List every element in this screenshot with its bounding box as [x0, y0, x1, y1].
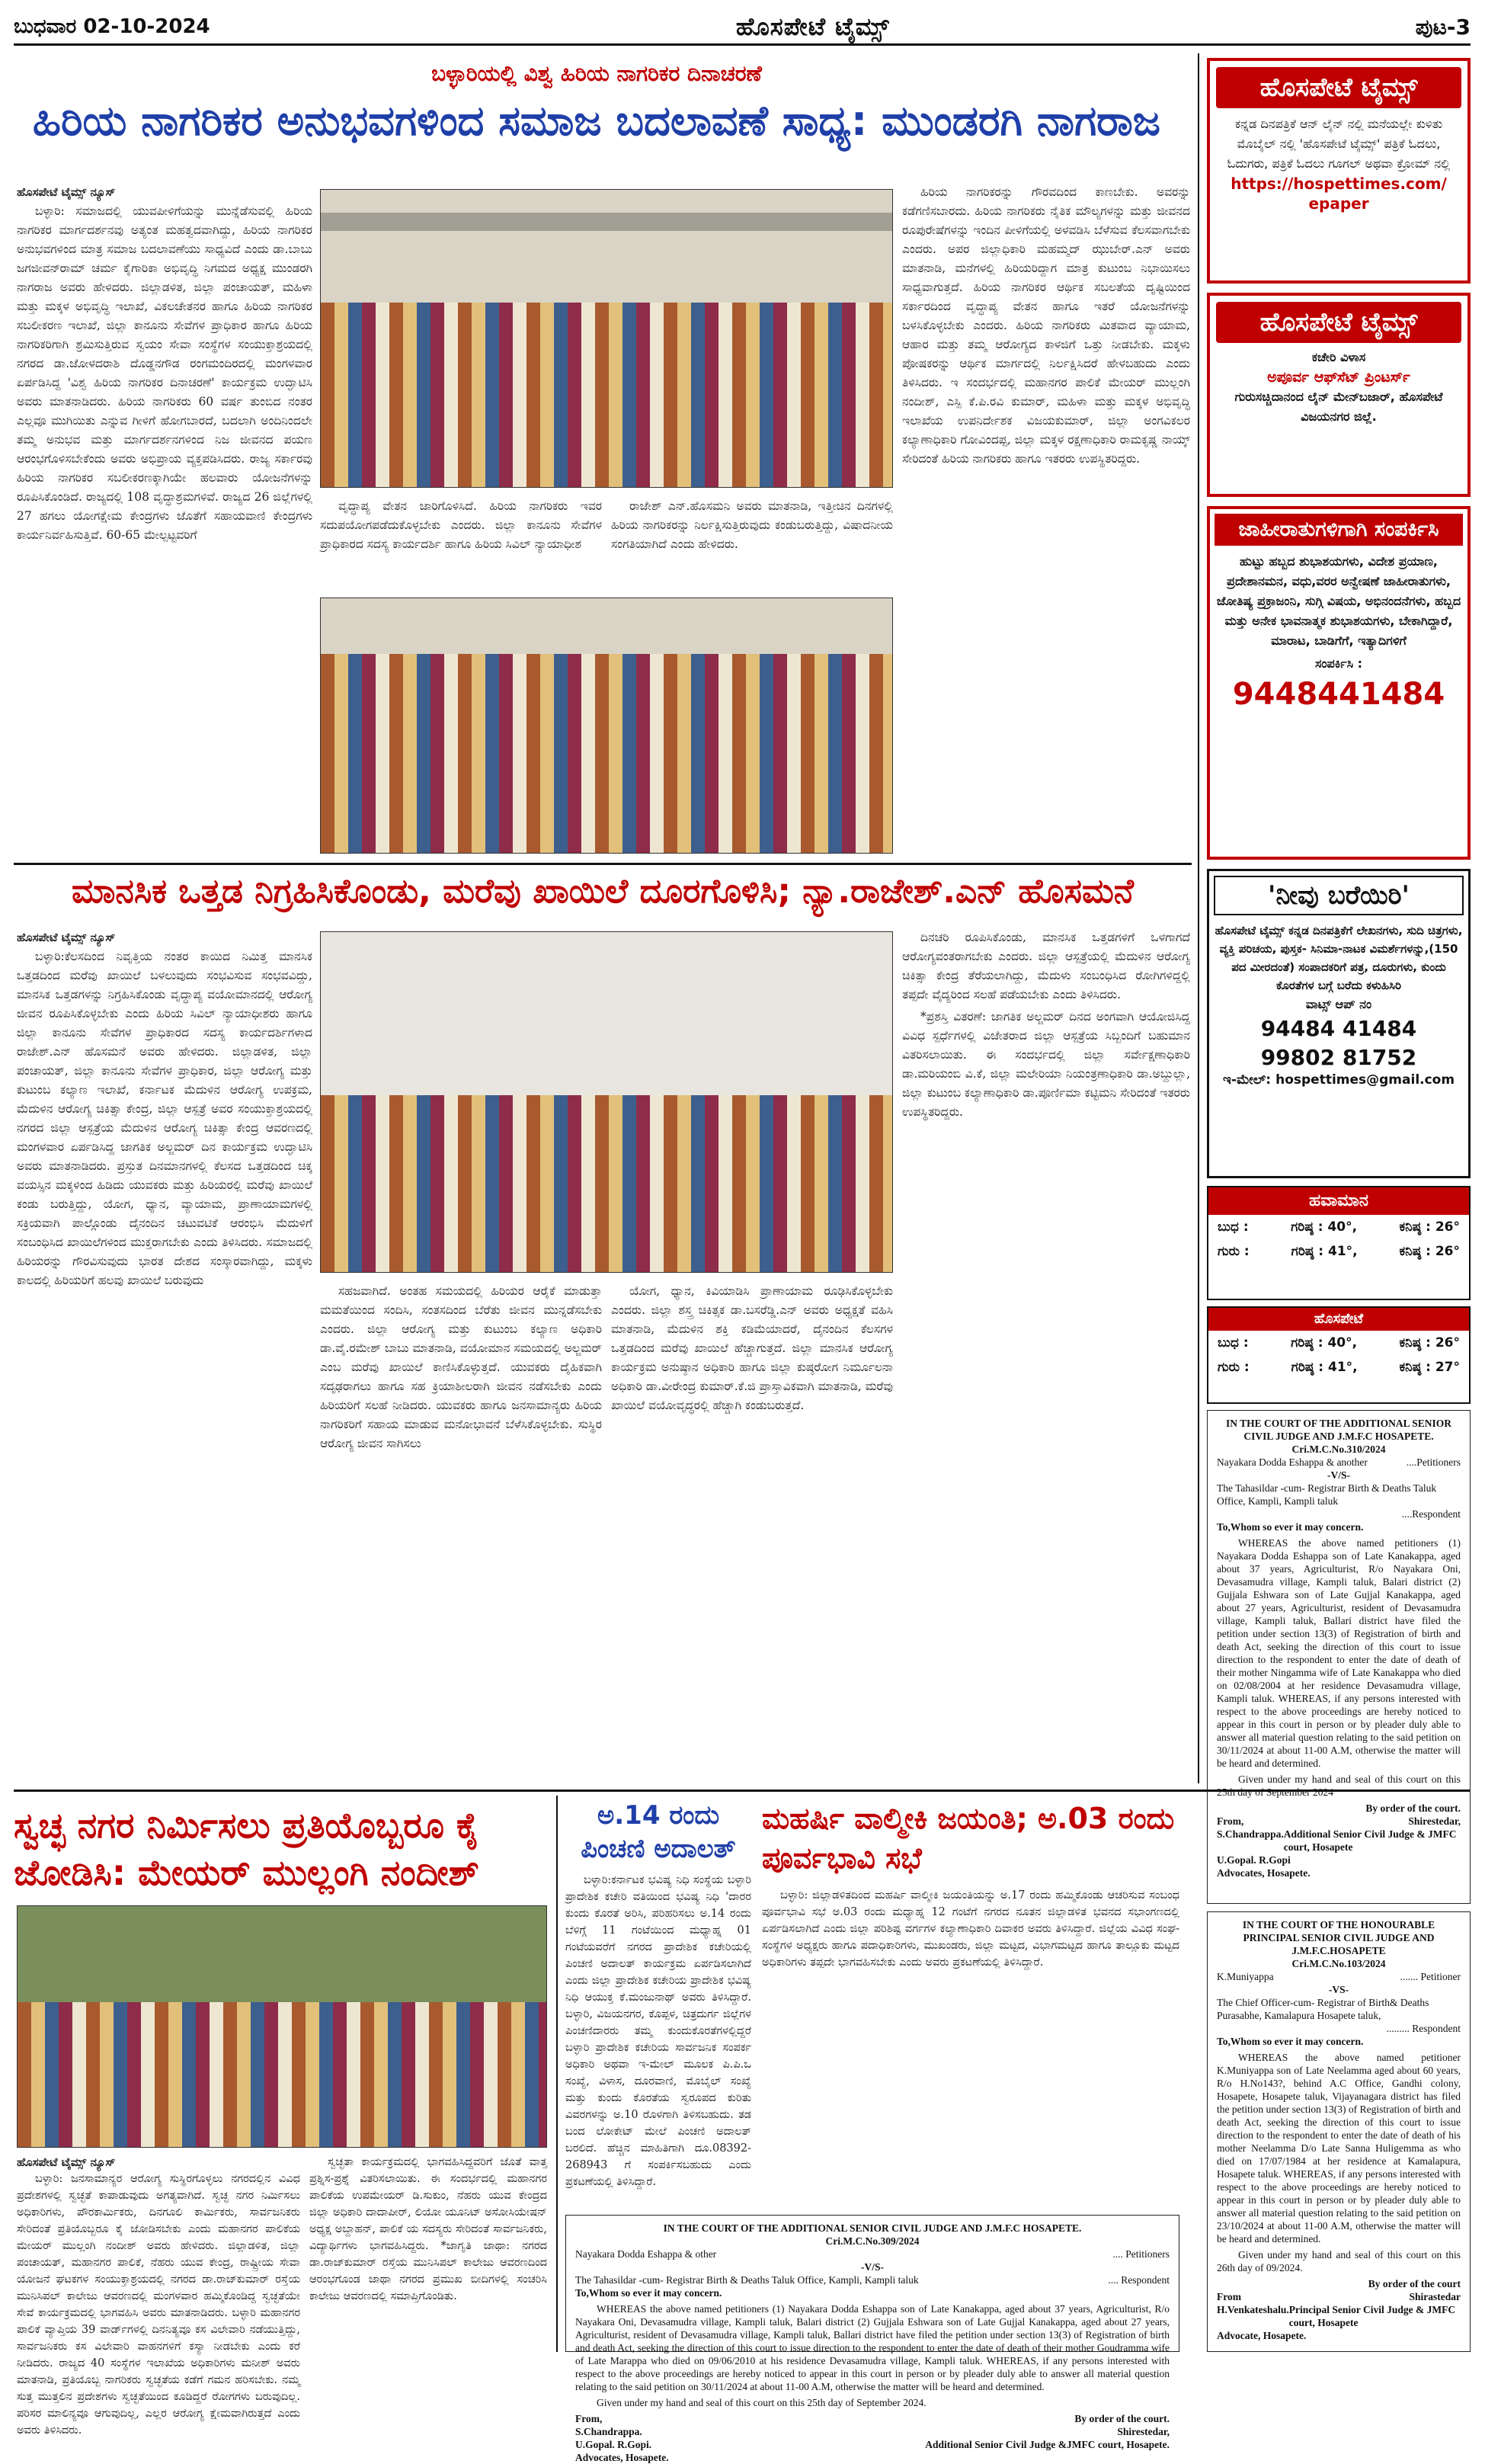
- legal3-case: Cri.M.C.No.103/2024: [1291, 1958, 1386, 1969]
- legal1-adv1: S.Chandrappa.: [1217, 1828, 1284, 1840]
- weather-day: ಬುಧ :: [1218, 1335, 1249, 1351]
- sidebar-email[interactable]: hospettimes@gmail.com: [1275, 1072, 1455, 1088]
- weather-day: ಗುರು :: [1218, 1360, 1250, 1375]
- legal2-adv2: U.Gopal. R.Gopi.: [575, 2439, 652, 2450]
- legal2-petitioner: Nayakara Dodda Eshappa & other: [575, 2248, 717, 2260]
- sidebar-box2-line4: ವಿಜಯನಗರ ಜಿಲ್ಲೆ.: [1301, 409, 1377, 424]
- story1-headline: ಹಿರಿಯ ನಾಗರಿಕರ ಅನುಭವಗಳಿಂದ ಸಮಾಜ ಬದಲಾವಣೆ ಸಾಧ್ಯ: ಮುಂಡರಗಿ ನಾಗರಾಜ: [32, 97, 1161, 145]
- legal2-given: Given under my hand and seal of this court on this 25th day of September 2024.: [597, 2397, 927, 2408]
- story3-col2: [309, 2154, 547, 2352]
- story2-col1: [17, 928, 312, 1782]
- story1-col1-text: ಬಳ್ಳಾರಿ: ಸಮಾಜದಲ್ಲಿ ಯುವಪೀಳಿಗೆಯನ್ನು ಮುನ್ನೆಡೆಸುವಲ್ಲಿ ಹಿರಿಯ ನಾಗರಿಕರ ಮಾರ್ಗದರ್ಶನವು ಅತ್ಯಂತ ಮಹತ್ವದವಾಗಿದ್ದು, ಹಿರಿಯ ನಾಗರಿಕರ ಅನುಭವಗಳಿಂದ ಮಾತ್ರ ಸಮಾಜ ಬದಲಾವಣೆಯು ಸಾಧ್ಯವಿದೆ ಎಂದು ಡಾ.ಬಾಬು ಜಗಜೀವನ್‍ರಾಮ್ ಚರ್ಮ ಕೈಗಾರಿಕಾ ಅಭಿವೃದ್ಧಿ ನಿಗಮದ ಅಧ್ಯಕ್ಷ ಮುಂಡರಗಿ ನಾಗರಾಜ ಅವರು ಹೇಳಿದರು. ಜಿಲ್ಲಾಡಳಿತ, ಜಿಲ್ಲಾ ಪಂಚಾಯತ್, ಮಹಿಳಾ ಮತ್ತು ಮಕ್ಕಳ ಅಭಿವೃದ್ಧಿ ಇಲಾಖೆ, ವಿಕಲಚೇತನರ ಹಾಗೂ ಹಿರಿಯ ನಾಗರಿಕರ ಸಬಲೀಕರಣ ಇಲಾಖೆ, ಜಿಲ್ಲಾ ಕಾನೂನು ಸೇವೆಗಳ ಪ್ರಾಧಿಕಾರ ಹಾಗೂ ಹಿರಿಯ ನಾಗರಿಕರಿಗಾಗಿ ಶ್ರಮಿಸುತ್ತಿರುವ ಸ್ವಯಂ ಸೇವಾ ಸಂಸ್ಥೆಗಳ ಸಂಯುಕ್ತಾಶ್ರಯದಲ್ಲಿ ನಗರದ ಡಾ.ಜೋಳದರಾಶಿ ದೊಡ್ಡನಗೌಡ ರಂಗಮಂದಿರದಲ್ಲಿ ಮಂಗಳವಾರ ಏರ್ಪಡಿಸಿದ್ದ 'ವಿಶ್ವ ಹಿರಿಯ ನಾಗರಿಕರ ದಿನಾಚರಣೆ' ಕಾರ್ಯಕ್ರಮ ಉದ್ಘಾಟಿಸಿ ಅವರು ಮಾತನಾಡಿದರು. ಹಿರಿಯ ನಾಗರಿಕರು 60 ವರ್ಷ ತುಂಬಿದ ನಂತರ ಎಲ್ಲವೂ ಮುಗಿಯಿತು ಎನ್ನುವ ಗೀಳಿಗೆ ಹೋಗಬಾರದೆ, ಬದಲಾಗಿ ಅಂದಿನಿಂದಲೇ ತಮ್ಮ ಅನುಭವ ಮತ್ತು ಮಾರ್ಗದರ್ಶನಗಳಿಂದ ನಿಜ ಜೀವನದ ಪಯಣ ಆರಂಭಗೊಳಿಸಬೇಕೆಂದು ಅವರು ಅಭಿಪ್ರಾಯ ವ್ಯಕ್ತಪಡಿಸಿದರು. ರಾಜ್ಯ ಸರ್ಕಾರವು ಹಿರಿಯ ನಾಗರಿಕರ ಸಬಲೀಕರಣಕ್ಕಾಗಿಯೇ ಹಲವಾರು ಯೋಜನೆಗಳನ್ನು ರೂಪಿಸಿಕೊಂಡಿದೆ. ರಾಜ್ಯದಲ್ಲಿ 108 ವೃದ್ಧಾಶ್ರಮಗಳಿವೆ. ರಾಜ್ಯದ 26 ಜಿಲ್ಲೆಗಳಲ್ಲಿ 27 ಹಗಲು ಯೋಗಕ್ಷೇಮ ಕೇಂದ್ರಗಳು ಜೊತೆಗೆ ಸಹಾಯವಾಣಿ ಕೇಂದ್ರಗಳು ಕಾರ್ಯನಿರ್ವಹಿಸುತ್ತಿವೆ. 60-65 ಮೇಲ್ಪಟ್ಟವರಿಗೆ: [17, 204, 312, 542]
- legal1-sig2: Additional Senior Civil Judge & JMFC court, Hosapete: [1283, 1828, 1457, 1853]
- issue-date: ಬುಧವಾರ 02-10-2024: [14, 15, 210, 38]
- story1-photo-audience: [320, 598, 893, 854]
- story3-col1: [17, 2154, 300, 2437]
- story2-col4-text: ದಿನಚರಿ ರೂಪಿಸಿಕೊಂಡು, ಮಾನಸಿಕ ಒತ್ತಡಗಳಿಗೆ ಒಳಗಾಗದೆ ಆರೋಗ್ಯವಂತರಾಗಬೇಕು ಎಂದರು. ಜಿಲ್ಲಾ ಆಸ್ಪತ್ರೆಯಲ್ಲಿ ಮೆದುಳಿನ ಆರೋಗ್ಯ ಚಿಕಿತ್ಸಾ ಕೇಂದ್ರ ತೆರೆಯಲಾಗಿದ್ದು, ಮೆದುಳು ಸಂಬಂಧಿಸಿದ ರೋಗಿಗಳಿದ್ದಲ್ಲಿ ತಪ್ಪದೇ ವೈದ್ಯರಿಂದ ಸಲಹೆ ಪಡೆಯಬೇಕು ಎಂದು ತಿಳಿಸಿದರು.: [902, 931, 1190, 1001]
- weather-row: [1208, 1331, 1469, 1355]
- paper-name: ಹೊಸಪೇಟೆ ಟೈಮ್ಸ್: [735, 12, 890, 41]
- sidebar-write-box: [1207, 869, 1471, 1178]
- story1-col4-text: ಹಿರಿಯ ನಾಗರಿಕರನ್ನು ಗೌರವದಿಂದ ಕಾಣಬೇಕು. ಅವರನ್ನು ಕಡೆಗಣಿಸಬಾರದು. ಹಿರಿಯ ನಾಗರಿಕರು ನೈತಿಕ ಮೌಲ್ಯಗಳನ್ನು ಮತ್ತು ಜೀವನದ ರೂಪುರೇಷೆಗಳನ್ನು ಇಂದಿನ ಪೀಳಿಗೆಯಲ್ಲಿ ಅಳವಡಿಸಿ ಬೆಳೆಸುವ ಕೆಲಸವಾಗಬೇಕು ಎಂದರು. ಅಪರ ಜಿಲ್ಲಾಧಿಕಾರಿ ಮಹಮ್ಮದ್ ಝುಬೇರ್.ಎನ್ ಅವರು ಮಾತನಾಡಿ, ಮನೆಗಳಲ್ಲಿ ಹಿರಿಯರಿದ್ದಾಗ ಮಾತ್ರ ಕುಟುಂಬ ನಿಭಾಯಿಸಲು ಸಾಧ್ಯವಾಗುತ್ತದೆ. ಹಿರಿಯ ನಾಗರಿಕರ ಆರ್ಥಿಕ ಸಬಲತೆಯ ದೃಷ್ಟಿಯಿಂದ ಸರ್ಕಾರದಿಂದ ವೃದ್ಧಾಪ್ಯ ವೇತನ ಹಾಗೂ ಇತರೆ ಯೋಜನೆಗಳನ್ನು ಬಳಸಿಕೊಳ್ಳಬೇಕು ಎಂದರು. ಹಿರಿಯ ನಾಗರಿಕರು ಮಿತವಾದ ವ್ಯಾಯಾಮ, ಆಹಾರ ಮತ್ತು ತಮ್ಮ ಆರೋಗ್ಯದ ಕಾಳಜಿಗೆ ಒತ್ತು ನೀಡಬೇಕು. ಮಕ್ಕಳು ಪೋಷಕರನ್ನು ಆರ್ಥಿಕ ಮಾರ್ಗದಲ್ಲಿ ನಿರ್ಲಕ್ಷಿಸಿದರೆ ಹೇಳಬಹುದು ಎಂದು ತಿಳಿಸಿದರು. ಇ ಸಂದರ್ಭದಲ್ಲಿ ಮಹಾನಗರ ಪಾಲಿಕೆ ಮೇಯರ್ ಮುಲ್ಲಂಗಿ ನಂದೀಶ್, ಎಸ್ಪಿ ಕೆ.ಪಿ.ರವಿ ಕುಮಾರ್, ಮಹಿಳಾ ಮತ್ತು ಮಕ್ಕಳ ಅಭಿವೃದ್ಧಿ ಇಲಾಖೆಯ ಉಪನಿರ್ದೇಶಕ ವಿಜಯಕುಮಾರ್, ಜಿಲ್ಲಾ ಅಂಗವಿಕಲರ ಕಲ್ಯಾಣಾಧಿಕಾರಿ ಗೋವಿಂದಪ್ಪ, ಜಿಲ್ಲಾ ಮಕ್ಕಳ ರಕ್ಷಣಾಧಿಕಾರಿ ರಾಮಕೃಷ್ಣ ನಾಯ್ಕ್ ಸೇರಿದಂತೆ ಹಿರಿಯ ನಾಗರಿಕರು ಹಾಗೂ ಇತರರು ಉಪಸ್ಥಿತರಿದ್ದರು.: [902, 185, 1190, 466]
- legal2-sig2: Additional Senior Civil Judge &JMFC court, Hosapete.: [925, 2439, 1170, 2450]
- sidebar-ads-box: [1207, 506, 1471, 860]
- legal1-body: WHEREAS the above named petitioners (1) Nayakara Dodda Eshappa son of Late Kanakappa, aged about 37 years, Agriculturist, R/o Nayakara Oni, Devasamudra village, Kampli taluk, Balari district (2) Gujjala Eshwara son of Late Gujjal Kanakappa, aged about 27 years, Agriculturist, resident of Devasamudra village, Kampli taluk, Ballari district have filed the petition under section 13(3) of Registration of birth and death Act, seeking the direction of this court to issue direction to the respondent to enter the date of death of their mother Ningamma wife of Late Kanakappa who died on 02/08/2004 at her residence Devasamudra village, Kampli taluk. WHEREAS, if any persons interested with respect to the above proceedings are hereby noticed to appear in this court in person or by pleader duly able to answer all material question relating to the said petition on 30/11/2024 at about 11-00 A.M, otherwise the matter will be heard and determined.: [1217, 1537, 1461, 1769]
- weather-row: [1208, 1239, 1469, 1264]
- story2-col3: [611, 1282, 893, 1782]
- legal3-court: IN THE COURT OF THE HONOURABLE PRINCIPAL SENIOR CIVIL JUDGE AND J.M.F.C.HOSAPETE: [1242, 1919, 1435, 1956]
- legal1-resp-label: ....Respondent: [1401, 1508, 1461, 1520]
- legal1-respondent: The Tahasildar -cum- Registrar Birth & Deaths Taluk Office, Kampli, Kampli taluk: [1217, 1482, 1437, 1507]
- sidebar-whatsapp-label: ವಾಟ್ಸ್ ಆಪ್ ನಂ: [1305, 997, 1372, 1011]
- story2-headline: ಮಾನಸಿಕ ಒತ್ತಡ ನಿಗ್ರಹಿಸಿಕೊಂಡು, ಮರೆವು ಖಾಯಿಲೆ ದೂರಗೊಳಿಸಿ; ನ್ಯಾ.ರಾಜೇಶ್.ಎನ್ ಹೊಸಮನೆ: [71, 872, 1135, 911]
- story1-col2: [320, 497, 602, 588]
- story2-col2: [320, 1282, 602, 1782]
- legal1-vs: -V/S-: [1327, 1469, 1350, 1481]
- legal3-adv2: Advocate, Hosapete.: [1217, 2330, 1307, 2341]
- sidebar-epaper-box: [1207, 58, 1471, 284]
- weather-title: ಹವಾಮಾನ: [1208, 1187, 1469, 1215]
- legal2-vs: -V/S-: [861, 2261, 884, 2273]
- weather-row: [1208, 1215, 1469, 1239]
- legal3-to: To,Whom so ever it may concern.: [1217, 2036, 1364, 2047]
- legal1-adv2: U.Gopal. R.Gopi: [1217, 1854, 1291, 1866]
- story3-col1-text: ಬಳ್ಳಾರಿ: ಜನಸಾಮಾನ್ಯರ ಆರೋಗ್ಯ ಸುಸ್ಥಿರಗೊಳ್ಳಲು ನಗರದಲ್ಲಿನ ವಿವಿಧ ಪ್ರದೇಶಗಳಲ್ಲಿ ಸ್ವಚ್ಛತೆ ಕಾಪಾಡುವುದು ಅಗತ್ಯವಾಗಿದೆ. ಸ್ವಚ್ಛ ನಗರ ನಿರ್ಮಿಸಲು ಅಧಿಕಾರಿಗಳು, ಪೌರಕಾರ್ಮಿಕರು, ದಿನಗೂಲಿ ಕಾರ್ಮಿಕರು, ಸಾರ್ವಜನಿಕರು ಸೇರಿದಂತೆ ಪ್ರತಿಯೊಬ್ಬರೂ ಕೈ ಜೋಡಿಸಬೇಕು ಎಂದು ಮಹಾನಗರ ಪಾಲಿಕೆಯ ಮೇಯರ್ ಮುಲ್ಲಂಗಿ ನಂದೀಶ್ ಅವರು ಹೇಳಿದರು. ಜಿಲ್ಲಾಡಳಿತ, ಜಿಲ್ಲಾ ಪಂಚಾಯತ್, ಮಹಾನಗರ ಪಾಲಿಕೆ, ನೆಹರು ಯುವ ಕೇಂದ್ರ, ರಾಷ್ಟ್ರೀಯ ಸೇವಾ ಯೋಜನೆ ಘಟಕಗಳ ಸಂಯುಕ್ತಾಶ್ರಯದಲ್ಲಿ ನಗರದ ಡಾ.ರಾಜ್‍ಕುಮಾರ್ ರಸ್ತೆಯ ಮುನಿಸಿಪಲ್ ಕಾಲೇಜು ಆವರಣದಲ್ಲಿ ಮಂಗಳವಾರ ಹಮ್ಮಿಕೊಂಡಿದ್ದ ಸ್ವಚ್ಛತೆಯೇ ಸೇವೆ ಕಾರ್ಯಕ್ರಮದಲ್ಲಿ ಭಾಗವಹಿಸಿ ಅವರು ಮಾತನಾಡಿದರು. ಬಳ್ಳಾರಿ ಮಹಾನಗರ ಪಾಲಿಕೆ ವ್ಯಾಪ್ತಿಯ 39 ವಾರ್ಡ್‍ಗಳಲ್ಲಿ ದಿನನಿತ್ಯವೂ ಕಸ ವಿಲೇವಾರಿ ನಡೆಯುತ್ತಿದ್ದು, ಸಾರ್ವಜನಿಕರು ಕಸ ವಿಲೇವಾರಿ ವಾಹನಗಳಿಗೆ ಕಸ್ಯಾ ನೀಡಬೇಕು ಎಂದು ಕರೆ ನೀಡಿದರು. ರಾಜ್ಯದ 40 ಸಂಸ್ಥೆಗಳ ಇಲಾಖೆಯ ಅಧಿಕಾರಿಗಳು ಮನೀಶ್ ಅವರು ಮಾತನಾಡಿ, ಪ್ರತಿಯೊಬ್ಬ ನಾಗರಿಕರು ಸ್ವಚ್ಛತೆಯ ಕಡೆಗೆ ಗಮನ ಹರಿಸಬೇಕು. ನಮ್ಮ ಸುತ್ತ ಮುತ್ತಲಿನ ಪ್ರದೇಶಗಳು ಸ್ವಚ್ಛತೆಯಿಂದ ಕೂಡಿದ್ದರೆ ರೋಗಗಳು ಬರುವುದಿಲ್ಲ. ಪರಿಸರ ಮಾಲಿನ್ಯವೂ ಆಗುವುದಿಲ್ಲ, ಎಲ್ಲರ ಆರೋಗ್ಯ ಕ್ಷೇಮವಾಗಿರುತ್ತದೆ ಎಂದು ಅವರು ತಿಳಿಸಿದರು.: [17, 2173, 300, 2437]
- legal3-from: From: [1217, 2291, 1241, 2302]
- legal3-order: By order of the court: [1368, 2278, 1461, 2289]
- story4-headline: ಅ.14 ರಂದು ಪಿಂಚಣಿ ಅದಾಲತ್: [581, 1800, 736, 1864]
- legal1-given: Given under my hand and seal of this court on this 25th day of September 2024: [1217, 1774, 1461, 1798]
- sidebar-write-text: ಹೊಸಪೇಟೆ ಟೈಮ್ಸ್ ಕನ್ನಡ ದಿನಪತ್ರಿಕೆಗೆ ಲೇಖನಗಳು, ಸುದಿ ಚಿತ್ರಗಳು, ವ್ಯಕ್ತಿ ಪರಿಚಯ, ಪುಸ್ತಕ- ಸಿನಿಮಾ-ನಾಟಕ ವಿಮರ್ಶೆಗಳನ್ನು,(150 ಪದ ಮೀರದಂತೆ) ಸಂಪಾದಕರಿಗೆ ಪತ್ರ, ದೂರುಗಳು, ಕುಂದು ಕೊರತೆಗಳ ಬಗ್ಗೆ ಬರೆದು ಕಳುಹಿಸಿರಿ: [1215, 924, 1463, 992]
- sidebar-write-title: 'ನೀವು ಬರೆಯಿರಿ': [1214, 876, 1464, 915]
- story1-col3: [611, 497, 893, 588]
- story2-col4b-text: *ಪ್ರಶಸ್ತಿ ವಿತರಣೆ: ಜಾಗತಿಕ ಅಲ್ಜಮರ್ ದಿನದ ಅಂಗವಾಗಿ ಆಯೋಜಿಸಿದ್ದ ವಿವಿಧ ಸ್ಪರ್ಧೆಗಳಲ್ಲಿ ವಿಜೇತರಾದ ಜಿಲ್ಲಾ ಆಸ್ಪತ್ರೆಯ ಸಿಬ್ಬಂದಿಗೆ ಬಹುಮಾನ ವಿತರಿಸಲಾಯಿತು. ಈ ಸಂದರ್ಭದಲ್ಲಿ ಜಿಲ್ಲಾ ಸರ್ವೇಕ್ಷಣಾಧಿಕಾರಿ ಡಾ.ಮರಿಯಂಬಿ ವಿ.ಕೆ, ಜಿಲ್ಲಾ ಮಲೇರಿಯಾ ನಿಯಂತ್ರಣಾಧಿಕಾರಿ ಡಾ.ಅಬ್ದುಲ್ಲಾ, ಜಿಲ್ಲಾ ಕುಟುಂಬ ಕಲ್ಯಾಣಾಧಿಕಾರಿ ಡಾ.ಪೂರ್ಣಿಮಾ ಕಟ್ಟಿಮನಿ ಸೇರಿದಂತೆ ಇತರರು ಉಪಸ್ಥಿತರಿದ್ದರು.: [902, 1010, 1190, 1119]
- sidebar-ads-phone: 9448441484: [1232, 677, 1445, 712]
- story1-byline: ಹೊಸಪೇಟೆ ಟೈಮ್ಸ್ ನ್ಯೂಸ್: [17, 185, 116, 199]
- legal3-body: WHEREAS the above named petitioner K.Muniyappa son of Late Neelamma aged about 60 years, R/o H.No143?, behind A.C Office, Gandhi colony, Hosapete, Hosapete taluk, Vijayanagara district has filed the petition under section 13(3) of Registration of birth and death Act, seeking the direction of this court to issue direction to the respondent to enter the date of death of his mother Neelamma D/o Late Sanna Huligemma as who died on 17/07/1984 at her residence at Kamalapura, Hosapete taluk. WHEREAS, if any persons interested with respect to the above proceedings are hereby noticed to appear in this court in person or by pleader duly able to answer all material question relating to the said petition on 23/10/2024 at about 11-00 A.M, otherwise the matter will be heard and determined.: [1217, 2052, 1461, 2245]
- sidebar-ads-contact: ಸಂಪರ್ಕಿಸಿ :: [1314, 656, 1363, 671]
- sidebar-box2-title: ಹೊಸಪೇಟೆ ಟೈಮ್ಸ್: [1216, 302, 1461, 343]
- divider: [14, 863, 1192, 865]
- story3-photo: [17, 1905, 547, 2148]
- weather-min: ಕನಿಷ್ಠ : 26°: [1399, 1219, 1460, 1235]
- legal2-respondent: The Tahasildar -cum- Registrar Birth & Deaths Taluk Office, Kampli, Kampli taluk: [575, 2274, 919, 2286]
- legal1-from: From,: [1217, 1815, 1244, 1827]
- weather-day: ಬುಧ :: [1218, 1219, 1249, 1235]
- legal3-adv1: H.Venkateshalu.: [1217, 2304, 1289, 2315]
- story3-col2-text: ಸ್ವಚ್ಛತಾ ಕಾರ್ಯಕ್ರಮದಲ್ಲಿ ಭಾಗವಹಿಸಿದ್ದವರಿಗೆ ಜೊತೆ ವಾತ್ತ ಪ್ರಶ್ನಿಸ-ಪ್ರಶ್ನೆ ವಿತರಿಸಲಾಯಿತು. ಈ ಸಂದರ್ಭದಲ್ಲಿ ಮಹಾನಗರ ಪಾಲಿಕೆಯ ಉಪಮೇಯರ್ ಡಿ.ಸುಕುಂ, ನೆಹರು ಯುವ ಕೇಂದ್ರದ ಜಿಲ್ಲಾ ಅಧಿಕಾರಿ ದಾದಾಪೀರ್, ಲಿಯೋ ಯೂನಿಟ್ ಅಸೋಸಿಯೇಷನ್ ಅಧ್ಯಕ್ಷ ಅಬ್ದಾಹನ್, ಪಾಲಿಕೆ ಯ ಸದಸ್ಯರು ಸೇರಿದಂತೆ ಸಾರ್ವಜನಿಕರು, ವಿದ್ಯಾರ್ಥಿಗಳು ಭಾಗವಹಿಸಿದ್ದರು. *ಜಾಗೃತಿ ಜಾಥಾ: ನಗರದ ಡಾ.ರಾಜ್‍ಕುಮಾರ್ ರಸ್ತೆಯ ಮುನಿಸಿಪಲ್ ಕಾಲೇಜು ಆವರಣದಿಂದ ಆರಂಭಗೊಂಡ ಜಾಥಾ ನಗರದ ಪ್ರಮುಖ ಬೀದಿಗಳಲ್ಲಿ ಸಂಚರಿಸಿ ಕಾಲೇಜು ಆವರಣದಲ್ಲಿ ಸಮಾಪ್ತಿಗೊಂಡಿತು.: [309, 2156, 547, 2302]
- story2-col3-text: ಯೋಗ, ಧ್ಯಾನ, ಕಿವಿಯಾಡಿಸಿ ಪ್ರಾಣಾಯಾಮ ರೂಢಿಸಿಕೊಳ್ಳಬೇಕು ಎಂದರು. ಜಿಲ್ಲಾ ಶಸ್ತ್ರ ಚಿಕಿತ್ಸಕ ಡಾ.ಬಸರೆಡ್ಡಿ.ಎನ್ ಅವರು ಅಧ್ಯಕ್ಷತೆ ವಹಿಸಿ ಮಾತನಾಡಿ, ಮೆದುಳಿನ ಶಕ್ತಿ ಕಡಿಮೆಯಾದರೆ, ದೈನಂದಿನ ಕೆಲಸಗಳ ಒತ್ತಡದಿಂದ ಮರೆವು ಖಾಯಿಲೆ ಹೆಚ್ಚಾಗುತ್ತದೆ. ಜಿಲ್ಲಾ ಮಾನಸಿಕ ಆರೋಗ್ಯ ಕಾರ್ಯಕ್ರಮ ಅನುಷ್ಠಾನ ಅಧಿಕಾರಿ ಹಾಗೂ ಜಿಲ್ಲಾ ಕುಷ್ಠರೋಗ ನಿರ್ಮೂಲನಾ ಅಧಿಕಾರಿ ಡಾ.ವೀರೇಂದ್ರ ಕುಮಾರ್.ಕೆ.ಜಿ ಪ್ರಾಸ್ತಾವಿಕವಾಗಿ ಮಾತನಾಡಿ, ಮರೆವು ಖಾಯಿಲೆ ವಯೋವೃದ್ಧರಲ್ಲಿ ಹೆಚ್ಚಾಗಿ ಕಂಡುಬರುತ್ತದೆ.: [611, 1284, 893, 1412]
- weather-max: ಗರಿಷ್ಠ : 41°,: [1291, 1244, 1358, 1259]
- sidebar-epaper-url2[interactable]: epaper: [1308, 194, 1369, 213]
- weather-min: ಕನಿಷ್ಠ : 26°: [1399, 1244, 1460, 1259]
- legal2-order: By order of the court.: [1074, 2413, 1170, 2424]
- sidebar-office-box: [1207, 293, 1471, 497]
- legal2-pet-label: .... Petitioners: [1112, 2248, 1170, 2260]
- story1-photo-stage: [320, 189, 893, 488]
- legal2-adv3: Advocates, Hosapete.: [575, 2452, 669, 2463]
- legal2-from: From,: [575, 2413, 603, 2424]
- weather-max: ಗರಿಷ್ಠ : 40°,: [1291, 1335, 1358, 1351]
- divider: [556, 1796, 558, 2352]
- legal2-to: To,Whom so ever it may concern.: [575, 2287, 722, 2299]
- story5-body: [762, 1887, 1179, 2207]
- story1-col3-text: ರಾಜೇಶ್ ಎನ್.ಹೊಸಮನಿ ಅವರು ಮಾತನಾಡಿ, ಇತ್ತೀಚಿನ ದಿನಗಳಲ್ಲಿ ಹಿರಿಯ ನಾಗರಿಕರನ್ನು ನಿರ್ಲಕ್ಷಿಸುತ್ತಿರುವುದು ಕಂಡುಬರುತ್ತಿದ್ದು, ವಿಷಾದನೀಯ ಸಂಗತಿಯಾಗಿದೆ ಎಂದು ಹೇಳಿದರು.: [611, 499, 893, 551]
- legal3-petitioner: K.Muniyappa: [1217, 1971, 1274, 1982]
- legal2-adv1: S.Chandrappa.: [575, 2426, 642, 2437]
- story1-kicker: ಬಳ್ಳಾರಿಯಲ್ಲಿ ವಿಶ್ವ ಹಿರಿಯ ನಾಗರಿಕರ ದಿನಾಚರಣೆ: [431, 61, 762, 86]
- legal3-vs: -VS-: [1328, 1984, 1349, 1995]
- story1-col2-text: ವೃದ್ಧಾಪ್ಯ ವೇತನ ಜಾರಿಗೊಳಿಸಿದೆ. ಹಿರಿಯ ನಾಗರಿಕರು ಇವರ ಸದುಪಯೋಗಪಡೆದುಕೊಳ್ಳಬೇಕು ಎಂದರು. ಜಿಲ್ಲಾ ಕಾನೂನು ಸೇವೆಗಳ ಪ್ರಾಧಿಕಾರದ ಸದಸ್ಯ ಕಾರ್ಯದರ್ಶಿ ಹಾಗೂ ಹಿರಿಯ ಸಿವಿಲ್ ನ್ಯಾಯಾಧೀಶ: [320, 499, 602, 551]
- legal3-sig1: Shirastedar: [1409, 2291, 1461, 2302]
- weather-max: ಗರಿಷ್ಠ : 40°,: [1291, 1219, 1358, 1235]
- weather-min: ಕನಿಷ್ಠ : 27°: [1399, 1360, 1460, 1375]
- sidebar-box1-text: ಕನ್ನಡ ದಿನಪತ್ರಿಕೆ ಆನ್ ಲೈನ್ ನಲ್ಲಿ ಮನೆಯಲ್ಲೇ ಕುಳಿತು ಮೊಬೈಲ್ ನಲ್ಲಿ 'ಹೊಸಪೇಟೆ ಟೈಮ್ಸ್' ಪತ್ರಿಕೆ ಓದಲು, ಓದುಗರು, ಪತ್ರಿಕೆ ಓದಲು ಗೂಗಲ್ ಅಥವಾ ಕ್ರೋಮ್ ನಲ್ಲಿ: [1227, 117, 1451, 171]
- legal1-to: To,Whom so ever it may concern.: [1217, 1521, 1364, 1533]
- story2-col2-text: ಸಹಜವಾಗಿದೆ. ಅಂತಹ ಸಮಯದಲ್ಲಿ ಹಿರಿಯರ ಆರೈಕೆ ಮಾಡುತ್ತಾ ಮಮತೆಯಿಂದ ಸಂದಿಸಿ, ಸಂತಸದಿಂದ ಬೆರೆತು ಜೀವನ ಮುನ್ನಡೆಸಬೇಕು ಎಂದರು. ಜಿಲ್ಲಾ ಆರೋಗ್ಯ ಮತ್ತು ಕುಟುಂಬ ಕಲ್ಯಾಣ ಅಧಿಕಾರಿ ಡಾ.ವೈ.ರಮೇಶ್ ಬಾಬು ಮಾತನಾಡಿ, ವಯೋಮಾನ ಸಮಯದಲ್ಲಿ ಅಲ್ಜಮರ್ ಎಂಬ ಮರೆವು ಖಾಯಿಲೆ ಕಾಣಿಸಿಕೊಳ್ಳುತ್ತದೆ. ಯುವಕರು ದೈಹಿಕವಾಗಿ ಸದೃಢರಾಗಲು ಹಾಗೂ ಸಹ ಕ್ರಿಯಾಶೀಲರಾಗಿ ಜೀವನ ನಡೆಸಬೇಕು ಎಂದು ಹಿರಿಯರಿಗೆ ಸಲಹೆ ನೀಡಿದರು. ಯುವಕರು ಹಾಗೂ ಜನಸಾಮಾನ್ಯರು ಹಿರಿಯ ನಾಗರಿಕರಿಗೆ ಸಹಾಯ ಮಾಡುವ ಮನೋಭಾವನೆ ಬೆಳೆಸಿಕೊಳ್ಳಬೇಕು. ಸುಸ್ಥಿರ ಆರೋಗ್ಯ ಜೀವನ ಸಾಗಿಸಲು: [320, 1284, 602, 1450]
- legal3-resp-label: ......... Respondent: [1386, 2023, 1461, 2034]
- story1-col4: [902, 183, 1190, 854]
- legal2-case: Cri.M.C.No.309/2024: [825, 2235, 920, 2247]
- divider: [1198, 53, 1199, 1783]
- story2-photo: [320, 931, 893, 1273]
- page-number: ಪುಟ-3: [1415, 14, 1471, 40]
- weather-city: ಹೊಸಪೇಟೆ: [1208, 1308, 1469, 1331]
- legal-notice-309: [565, 2215, 1179, 2463]
- legal1-case: Cri.M.C.No.310/2024: [1291, 1443, 1386, 1455]
- legal3-pet-label: ....... Petitioner: [1400, 1971, 1461, 1982]
- legal2-resp-label: .... Respondent: [1108, 2274, 1170, 2286]
- legal2-court: IN THE COURT OF THE ADDITIONAL SENIOR CIVIL JUDGE AND J.M.F.C HOSAPETE.: [663, 2222, 1082, 2234]
- sidebar-ads-text: ಹುಟ್ಟು ಹಬ್ಬದ ಶುಭಾಶಯಗಳು, ವಿದೇಶ ಪ್ರಯಾಣ, ಪ್ರದೇಶಾನಮನ, ವಧು,ವರರ ಅನ್ವೇಷಣೆ ಜಾಹೀರಾತುಗಳು, ಜೋತಿಷ್ಯ ಪ್ರಕ್ರಾಜಂನಿ, ಸುಗ್ಗಿ ವಿಷಯ, ಅಭಿನಂದನೆಗಳು, ಹಬ್ಬದ ಮತ್ತು ಅನೇಕ ಭಾವನಾತ್ಮಕ ಶುಭಾಶಯಗಳು, ಬೇಕಾಗಿದ್ದಾರೆ, ಮಾರಾಟ, ಬಾಡಿಗೆಗೆ, ಇತ್ಯಾದಿಗಳಿಗೆ: [1216, 554, 1461, 648]
- story3-headline: ಸ್ವಚ್ಛ ನಗರ ನಿರ್ಮಿಸಲು ಪ್ರತಿಯೊಬ್ಬರೂ ಕೈ ಜೋಡಿಸಿ: ಮೇಯರ್ ಮುಲ್ಲಂಗಿ ನಂದೀಶ್: [14, 1805, 480, 1893]
- story5-headline: ಮಹರ್ಷಿ ವಾಲ್ಮೀಕಿ ಜಯಂತಿ; ಅ.03 ರಂದು ಪೂರ್ವಭಾವಿ ಸಭೆ: [762, 1802, 1175, 1875]
- legal1-pet-label: ....Petitioners: [1406, 1456, 1461, 1468]
- legal-notice-310: [1207, 1410, 1471, 1904]
- sidebar-weather-box: [1207, 1186, 1471, 1300]
- sidebar-box1-title: ಹೊಸಪೇಟೆ ಟೈಮ್ಸ್: [1216, 67, 1461, 108]
- sidebar-phone1: 94484 41484: [1260, 1016, 1417, 1041]
- legal1-order: By order of the court.: [1365, 1802, 1461, 1814]
- sidebar-box2-line2: ಅಪೂರ್ವ ಆಫ್‍ಸೆಟ್ ಪ್ರಿಂಟರ್ಸ್: [1267, 369, 1410, 386]
- weather-max: ಗರಿಷ್ಠ : 41°,: [1291, 1360, 1358, 1375]
- story3-byline: ಹೊಸಪೇಟೆ ಟೈಮ್ಸ್ ನ್ಯೂಸ್: [17, 2155, 116, 2169]
- legal1-adv3: Advocates, Hosapete.: [1217, 1867, 1311, 1879]
- masthead: [14, 11, 1471, 46]
- legal3-given: Given under my hand and seal of this court on this 26th day of 09/2024.: [1217, 2249, 1461, 2273]
- sidebar-box2-line3: ಗುರುಸಚ್ಚಿದಾನಂದ ಲೈನ್ ಮೇನ್‍ಬಜಾರ್, ಹೊಸಪೇಟೆ: [1234, 389, 1443, 404]
- story5-body-text: ಬಳ್ಳಾರಿ: ಜಿಲ್ಲಾಡಳಿತದಿಂದ ಮಹರ್ಷಿ ವಾಲ್ಮೀಕಿ ಜಯಂತಿಯನ್ನು ಅ.17 ರಂದು ಹಮ್ಮಿಕೊಂಡು ಆಚರಿಸುವ ಸಂಬಂಧ ಪೂರ್ವಭಾವಿ ಸಭೆ ಅ.03 ರಂದು ಮಧ್ಯಾಹ್ನ 12 ಗಂಟೆಗೆ ನಗರದ ನೂತನ ಜಿಲ್ಲಾಡಳಿತ ಭವನದ ಸಭಾಂಗಣದಲ್ಲಿ ಏರ್ಪಡಿಸಲಾಗಿದೆ ಎಂದು ಜಿಲ್ಲಾ ಪರಿಶಿಷ್ಟ ವರ್ಗಗಳ ಕಲ್ಯಾಣಾಧಿಕಾರಿ ದಿವಾಕರ ಅವರು ತಿಳಿಸಿದ್ದಾರೆ. ಜಿಲ್ಲೆಯ ವಿವಿಧ ಸಂಘ-ಸಂಸ್ಥೆಗಳ ಅಧ್ಯಕ್ಷರು ಹಾಗೂ ಪದಾಧಿಕಾರಿಗಳು, ಮುಖಂಡರು, ಜಿಲ್ಲಾ ಮಟ್ಟದ, ವಿಭಾಗಮಟ್ಟದ ಹಾಗೂ ತಾಲ್ಲೂಕು ಮಟ್ಟದ ಅಧಿಕಾರಿಗಳು ತಪ್ಪದೇ ಭಾಗವಹಿಸಬೇಕು ಎಂದು ಅವರು ಪ್ರಕಟಣೆಯಲ್ಲಿ ತಿಳಿಸಿದ್ದಾರೆ.: [762, 1889, 1179, 1969]
- sidebar-email-label: ಇ-ಮೇಲ್:: [1222, 1072, 1272, 1088]
- story1-col1: [17, 183, 312, 854]
- sidebar-epaper-url[interactable]: https://hospettimes.com/: [1231, 175, 1447, 193]
- weather-row: [1208, 1355, 1469, 1379]
- sidebar-weather-box-2: [1207, 1306, 1471, 1404]
- weather-min: ಕನಿಷ್ಠ : 26°: [1399, 1335, 1460, 1351]
- sidebar-ads-title: ಜಾಹೀರಾತುಗಳಿಗಾಗಿ ಸಂಪರ್ಕಿಸಿ: [1215, 514, 1463, 546]
- legal1-petitioner: Nayakara Dodda Eshappa & another: [1217, 1456, 1368, 1468]
- legal3-sig2: Principal Senior Civil Judge & JMFC court, Hosapete: [1288, 2304, 1456, 2328]
- story2-byline: ಹೊಸಪೇಟೆ ಟೈಮ್ಸ್ ನ್ಯೂಸ್: [17, 931, 116, 944]
- weather-day: ಗುರು :: [1218, 1244, 1250, 1259]
- sidebar-phone2: 99802 81752: [1260, 1045, 1417, 1070]
- legal1-sig1: Shirestedar,: [1408, 1815, 1461, 1827]
- story4-body-text: ಬಳ್ಳಾರಿ:ಕರ್ನಾಟಕ ಭವಿಷ್ಯ ನಿಧಿ ಸಂಸ್ಥೆಯ ಬಳ್ಳಾರಿ ಪ್ರಾದೇಶಿಕ ಕಚೇರಿ ವತಿಯಿಂದ ಭವಿಷ್ಯ ನಿಧಿ 'ದಾರರ ಕುಂದು ಕೊರತೆ ಅರಿಸಿ, ಪರಿಹರಿಸಲು ಅ.14 ರಂದು ಬೆಳಿಗ್ಗೆ 11 ಗಂಟೆಯಿಂದ ಮಧ್ಯಾಹ್ನ 01 ಗಂಟೆಯವರೆಗೆ ನಗರದ ಪ್ರಾದೇಶಿಕ ಕಚೇರಿಯಲ್ಲಿ ಪಿಂಚಣಿ ಅದಾಲತ್ ಕಾರ್ಯಕ್ರಮ ಏರ್ಪಡಿಸಲಾಗಿದೆ ಎಂದು ಜಿಲ್ಲಾ ಪ್ರಾದೇಶಿಕ ಕಚೇರಿಯ ಪ್ರಾದೇಶಿಕ ಭವಿಷ್ಯ ನಿಧಿ ಆಯುಕ್ತ ಕೆ.ಮಂಜುನಾಥ್ ಅವರು ತಿಳಿಸಿದ್ದಾರೆ. ಬಳ್ಳಾರಿ, ವಿಜಯನಗರ, ಕೊಪ್ಪಳ, ಚಿತ್ರದುರ್ಗ ಜಿಲ್ಲೆಗಳ ಪಿಂಚಣಿದಾರರು ತಮ್ಮ ಕುಂದುಕೊರತೆಗಳಲ್ಲಿದ್ದರೆ ಬಳ್ಳಾರಿ ಪ್ರಾದೇಶಿಕ ಕಚೇರಿಯ ಸಾರ್ವಜನಿಕ ಸಂಪರ್ಕ ಅಧಿಕಾರಿ ಅಥವಾ ಇ-ಮೇಲ್ ಮೂಲಕ ಪಿ.ಪಿ.ಒ ಸಂಖ್ಯೆ, ವಿಳಾಸ, ದೂರವಾಣಿ, ಮೊಬೈಲ್ ಸಂಖ್ಯೆ ಮತ್ತು ಕುಂದು ಕೊರತೆಯ ಸ್ವರೂಪದ ಕುರಿತು ವಿವರಗಳನ್ನು ಅ.10 ರೊಳಗಾಗಿ ತಿಳಿಸಬಹುದು. ತಡ ಬಂದ ಲೋಕೇಟ್ ಮೇಲೆ ಪಿಂಚಣಿ ಅದಾಲತ್ ಬರಲಿದೆ. ಹೆಚ್ಚಿನ ಮಾಹಿತಿಗಾಗಿ ದೂ.08392-268943 ಗೆ ಸಂಪರ್ಕಿಸಬಹುದು ಎಂದು ಪ್ರಕಟಣೆಯಲ್ಲಿ ತಿಳಿಸಿದ್ದಾರೆ.: [565, 1874, 751, 2188]
- story2-col1-text: ಬಳ್ಳಾರಿ:ಕೆಲಸದಿಂದ ನಿವೃತ್ತಿಯ ನಂತರ ಕಾಯಿದ ನಿಮಿತ್ತ ಮಾನಸಿಕ ಒತ್ತಡದಿಂದ ಮರೆವು ಖಾಯಿಲೆ ಬಳಲುವುದು ಸಂಭವಿಸುವ ಸಂಭವವಿದ್ದು, ಮಾನಸಿಕ ಒತ್ತಡಗಳನ್ನು ನಿಗ್ರಹಿಸಿಕೊಂಡು ವೃದ್ಧಾಪ್ಯ ವಯೋಮಾನದಲ್ಲಿ ಆರೋಗ್ಯ ಜೀವನ ರೂಪಿಸಿಕೊಳ್ಳಬೇಕು ಎಂದು ಹಿರಿಯ ಸಿವಿಲ್ ನ್ಯಾಯಾಧೀಶರು ಹಾಗೂ ಜಿಲ್ಲಾ ಕಾನೂನು ಸೇವೆಗಳ ಪ್ರಾಧಿಕಾರದ ಸದಸ್ಯ ಕಾರ್ಯದರ್ಶಿಗಳಾದ ರಾಜೇಶ್.ಎನ್ ಹೊಸಮನೆ ಅವರು ಹೇಳಿದರು. ಜಿಲ್ಲಾಡಳಿತ, ಜಿಲ್ಲಾ ಪಂಚಾಯತ್, ಜಿಲ್ಲಾ ಕಾನೂನು ಸೇವೆಗಳ ಪ್ರಾಧಿಕಾರ, ಜಿಲ್ಲಾ ಆರೋಗ್ಯ ಮತ್ತು ಕುಟುಂಬ ಕಲ್ಯಾಣ ಇಲಾಖೆ, ಕರ್ನಾಟಕ ಮೆದುಳಿನ ಆರೋಗ್ಯ ಉಪಕ್ರಮ, ಮೆದುಳಿನ ಆರೋಗ್ಯ ಚಿಕಿತ್ಸಾ ಕೇಂದ್ರ, ಜಿಲ್ಲಾ ಆಸ್ಪತ್ರೆ ಅವರ ಸಂಯುಕ್ತಾಶ್ರಯದಲ್ಲಿ ನಗರದ ಜಿಲ್ಲಾ ಆಸ್ಪತ್ರೆಯ ಮೆದುಳಿನ ಆರೋಗ್ಯ ಚಿಕಿತ್ಸಾ ಕೇಂದ್ರ ಆವರಣದಲ್ಲಿ ಮಂಗಳವಾರ ಏರ್ಪಡಿಸಿದ್ದ ಜಾಗತಿಕ ಅಲ್ಜಮರ್ ದಿನ ಕಾರ್ಯಕ್ರಮ ಉದ್ಘಾಟಿಸಿ ಅವರು ಮಾತನಾಡಿದರು. ಪ್ರಸ್ತುತ ದಿನಮಾನಗಳಲ್ಲಿ ಕೆಲಸದ ಒತ್ತಡದಿಂದ ಚಿಕ್ಕ ವಯಸ್ಸಿನ ಮಕ್ಕಳಿಂದ ಹಿಡಿದು ಯುವಕರು ಮತ್ತು ಹಿರಿಯರಲ್ಲಿ ಮರೆವು ಖಾಯಿಲೆ ಕಂಡು ಬರುತ್ತಿದ್ದು, ಯೋಗ, ಧ್ಯಾನ, ವ್ಯಾಯಾಮ, ಪ್ರಾಣಾಯಾಮಗಳಲ್ಲಿ ಸಕ್ರಿಯವಾಗಿ ಪಾಲ್ಗೊಂಡು ದೈನಂದಿನ ಚಟುವಟಿಕೆ ಆರಂಭಿಸಿ ಮೆದುಳಿಗೆ ಸಂಬಂಧಿಸಿದ ಖಾಯಿಲೆಗಳಿಂದ ಮುಕ್ತರಾಗಬೇಕು ಎಂದು ತಿಳಿಸಿದರು. ಸಮಾಜದಲ್ಲಿ ಹಿರಿಯರನ್ನು ಗೌರವಿಸುವುದು ಭಾರತ ದೇಶದ ಸಂಸ್ಕಾರವಾಗಿದ್ದು, ಮಕ್ಕಳು ಕಾಲದಲ್ಲಿ ಹಿರಿಯರಿಗೆ ಹಲವು ಖಾಯಿಲೆ ಬರುವುದು: [17, 950, 312, 1287]
- legal2-sig1: Shirestedar,: [1117, 2426, 1170, 2437]
- legal2-body: WHEREAS the above named petitioners (1) Nayakara Dodda Eshappa son of Late Kanakappa, aged about 37 years, Agriculturist, R/o Nayakara Oni, Devasamudra village, Kampli taluk, Balari district (2) Gujjala Eshwara son of Late Gujjal Kanakappa, aged about 27 years, Agriculturist, resident of Devasamudra village, Kampli taluk, Ballari district have filed the petition under section 13(3) of Registration of birth and death Act, seeking the direction of this court to issue direction to the respondent to enter the date of death of their mother Goudramma wife of Late Marappa who died on 09/06/2010 at his residence Devasamudra village, Kampli taluk. WHEREAS, if any persons interested with respect to the above proceedings are hereby noticed to appear in this court in person or by pleader duly able to answer all material question relating to the said petition on 30/11/2024 at about 11-00 A.M, otherwise the matter will be heard and determined.: [575, 2303, 1170, 2392]
- sidebar-box2-line1: ಕಚೇರಿ ವಿಳಾಸ: [1311, 350, 1366, 364]
- legal-notice-103: [1207, 1911, 1471, 2352]
- story2-col4: [902, 928, 1190, 1782]
- legal3-respondent: The Chief Officer-cum- Registrar of Birth& Deaths Purasabhe, Kamalapura Hosapete taluk,: [1217, 1997, 1429, 2021]
- story4-body: [565, 1872, 751, 2206]
- legal1-court: IN THE COURT OF THE ADDITIONAL SENIOR CIVIL JUDGE AND J.M.F.C HOSAPETE.: [1225, 1418, 1452, 1442]
